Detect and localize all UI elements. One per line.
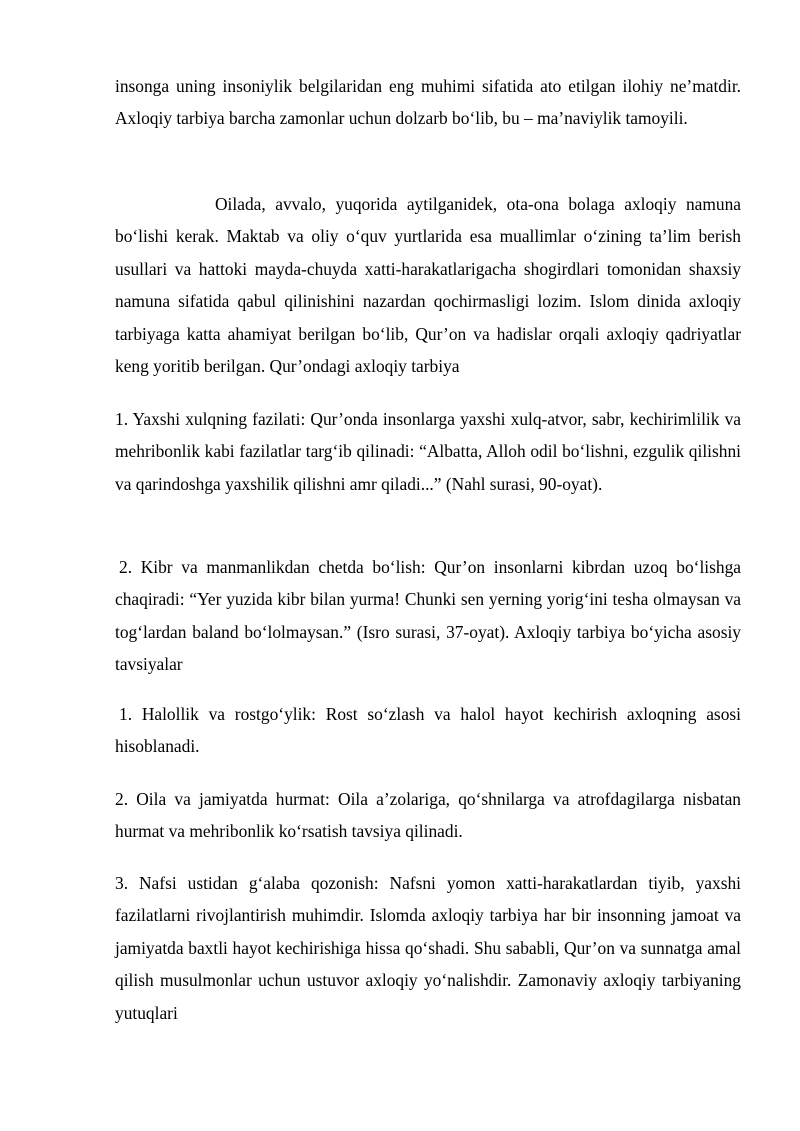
paragraph-continuation: insonga uning insoniylik belgilaridan eng muhimi sifatida ato etilgan ilohiy ne’matdir. Axloqiy tarbiya barcha zamonlar uchun dolzarb bo‘lib, bu – ma’naviylik tamoyili.: [115, 76, 741, 129]
paragraph-family-example: Oilada, avvalo, yuqorida aytilganidek, ota-ona bolaga axloqiy namuna bo‘lishi kerak. Maktab va oliy o‘quv yurtlarida esa muallimlar o‘zining ta’lim berish usullari va hattoki mayda-chuyda xatti-harakatlarigacha shogirdlari tomonidan shaxsiy namuna sifatida qabul qilinishini nazardan qochirmasligi lozim. Islom dinida axloqiy tarbiyaga katta ahamiyat berilgan bo‘lib, Qur’on va hadislar orqali axloqiy qadriyatlar keng yoritib berilgan. Qur’ondagi axloqiy tarbiya: [115, 194, 741, 377]
paragraph-good-character: 1. Yaxshi xulqning fazilati: Qur’onda insonlarga yaxshi xulq-atvor, sabr, kechirimlilik va mehribonlik kabi fazilatlar targ‘ib qilinadi: “Albatta, Alloh odil bo‘lishni, ezgulik qilishni va qarindoshga yaxshilik qilishni amr qiladi...” (Nahl surasi, 90-oyat).: [115, 409, 741, 494]
paragraph-honesty: 1. Halollik va rostgo‘ylik: Rost so‘zlash va halol hayot kechirish axloqning asosi hisoblanadi.: [115, 704, 741, 757]
paragraph-respect: 2. Oila va jamiyatda hurmat: Oila a’zolariga, qo‘shnilarga va atrofdagilarga nisbatan hurmat va mehribonlik ko‘rsatish tavsiya qilinadi.: [115, 789, 741, 842]
paragraph-self-control: 3. Nafsi ustidan g‘alaba qozonish: Nafsni yomon xatti-harakatlardan tiyib, yaxshi fazilatlarni rivojlantirish muhimdir. Islomda axloqiy tarbiya har bir insonning jamoat va jamiyatda baxtli hayot kechirishiga hissa qo‘shadi. Shu sababli, Qur’on va sunnatga amal qilish musulmonlar uchun ustuvor axloqiy yo‘nalishdir. Zamonaviy axloqiy tarbiyaning yutuqlari: [115, 873, 741, 1023]
paragraph-avoid-arrogance: 2. Kibr va manmanlikdan chetda bo‘lish: Qur’on insonlarni kibrdan uzoq bo‘lishga chaqiradi: “Yer yuzida kibr bilan yurma! Chunki sen yerning yorig‘ini tesha olmaysan va tog‘lardan baland bo‘lolmaysan.” (Isro surasi, 37-oyat). Axloqiy tarbiya bo‘yicha asosiy tavsiyalar: [115, 557, 741, 675]
